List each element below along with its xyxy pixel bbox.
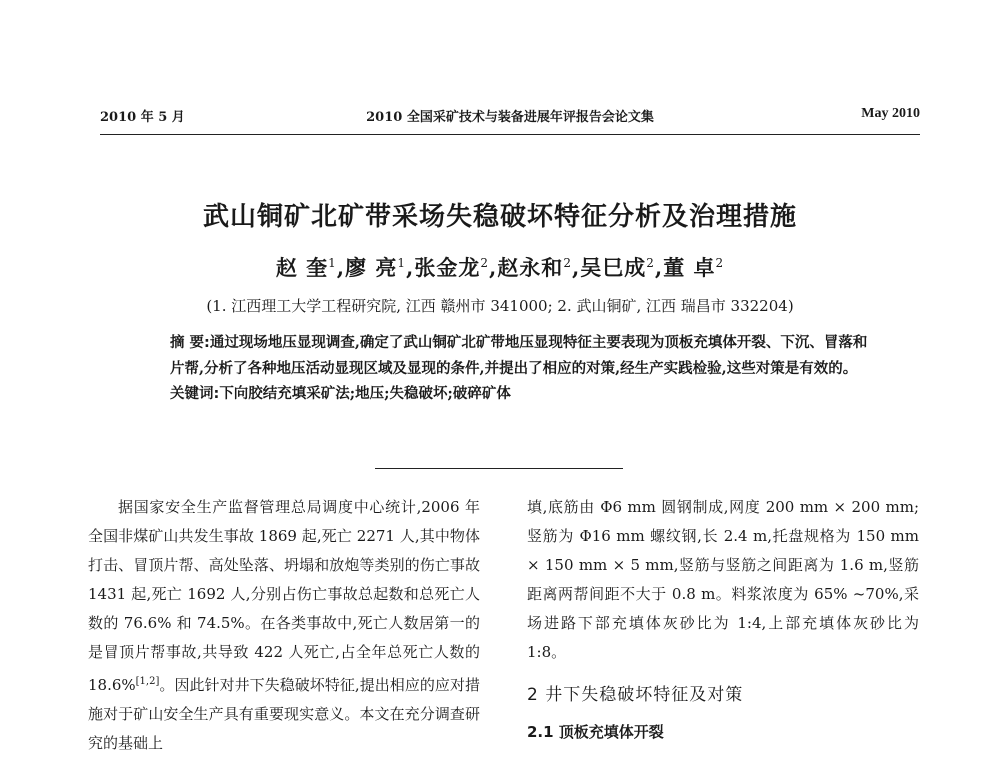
author-name: 廖 亮 [345, 255, 398, 280]
intro-text-end: 。因此针对井下失稳破坏特征,提出相应的应对措施对于矿山安全生产具有重要现实意义。本文在充分调查研究的基础上 [88, 676, 480, 752]
keywords-text: 下向胶结充填采矿法;地压;失稳破坏;破碎矿体 [219, 385, 511, 402]
author-affil-mark: 2 [646, 256, 655, 270]
support-spec-paragraph: 填,底筋由 Φ6 mm 圆钢制成,网度 200 mm × 200 mm;竖筋为 Φ16 mm 螺纹钢,长 2.4 m,托盘规格为 150 mm × 150 mm × 5 mm,竖筋与竖筋之间距离为 1.6 m,竖筋距离两帮间距不大于 0.8 m。料浆浓度为 65% ~70%,采场进路下部充填体灰砂比为 1:4,上部充填体灰砂比为 1:8。 [527, 498, 919, 661]
affiliation-line: (1. 江西理工大学工程研究院, 江西 赣州市 341000; 2. 武山铜矿, 江西 瑞昌市 332204) [206, 297, 794, 315]
author-name: 张金龙 [414, 255, 481, 280]
abstract-paragraph [170, 330, 870, 381]
author-affil-mark: 1 [328, 256, 337, 270]
intro-paragraph [88, 493, 480, 758]
keywords-label: 关键词: [170, 386, 220, 402]
author-name: 董 卓 [663, 255, 716, 280]
paper-title: 武山铜矿北矿带采场失稳破坏特征分析及治理措施 [202, 202, 797, 232]
section-divider [375, 468, 623, 469]
intro-text: 据国家安全生产监督管理总局调度中心统计,2006 年全国非煤矿山共发生事故 1869 起,死亡 2271 人,其中物体打击、冒顶片帮、高处坠落、坍塌和放炮等类别的伤亡事故 1431 起,死亡 1692 人,分别占伤亡事故总起数和总死亡人数的 76.6% 和 74.5%。在各类事故中,死亡人数居第一的是冒顶片帮事故,共导致 422 人死亡,占全年总死亡人数的 18.6% [88, 498, 480, 694]
author-name: 赵 奎 [275, 255, 329, 280]
header-date-cn: 2010 年 5 月 [100, 110, 185, 125]
abstract-block [170, 330, 870, 407]
header-proceedings-title: 2010 全国采矿技术与装备进展年评报告会论文集 [366, 110, 654, 125]
author-list: 赵 奎$^1$,廖 亮$^1$,张金龙$^2$,赵永和$^2$,吴巳成$^2$,董 卓$^2$ [275, 255, 725, 280]
header-date-en: May 2010 [861, 106, 920, 121]
abstract-label: 摘 要: [170, 335, 210, 351]
author-name: 赵永和 [497, 255, 564, 280]
citation-mark: [1,2] [135, 676, 160, 687]
body-column-right [527, 493, 919, 747]
subsection-heading: 2.1 顶板充填体开裂 [527, 723, 664, 741]
running-header [100, 100, 920, 135]
section-heading: 2 井下失稳破坏特征及对策 [527, 685, 744, 705]
author-affil-mark: 2 [715, 256, 725, 270]
author-affil-mark: 2 [480, 256, 489, 270]
author-name: 吴巳成 [580, 255, 647, 280]
author-affil-mark: 2 [563, 256, 572, 270]
body-column-left [88, 493, 480, 759]
abstract-text: 通过现场地压显现调查,确定了武山铜矿北矿带地压显现特征主要表现为顶板充填体开裂、下沉、冒落和片帮,分析了各种地压活动显现区域及显现的条件,并提出了相应的对策,经生产实践检验,这些对策是有效的。 [170, 334, 868, 377]
keywords-paragraph [170, 381, 870, 407]
author-affil-mark: 1 [397, 256, 407, 270]
